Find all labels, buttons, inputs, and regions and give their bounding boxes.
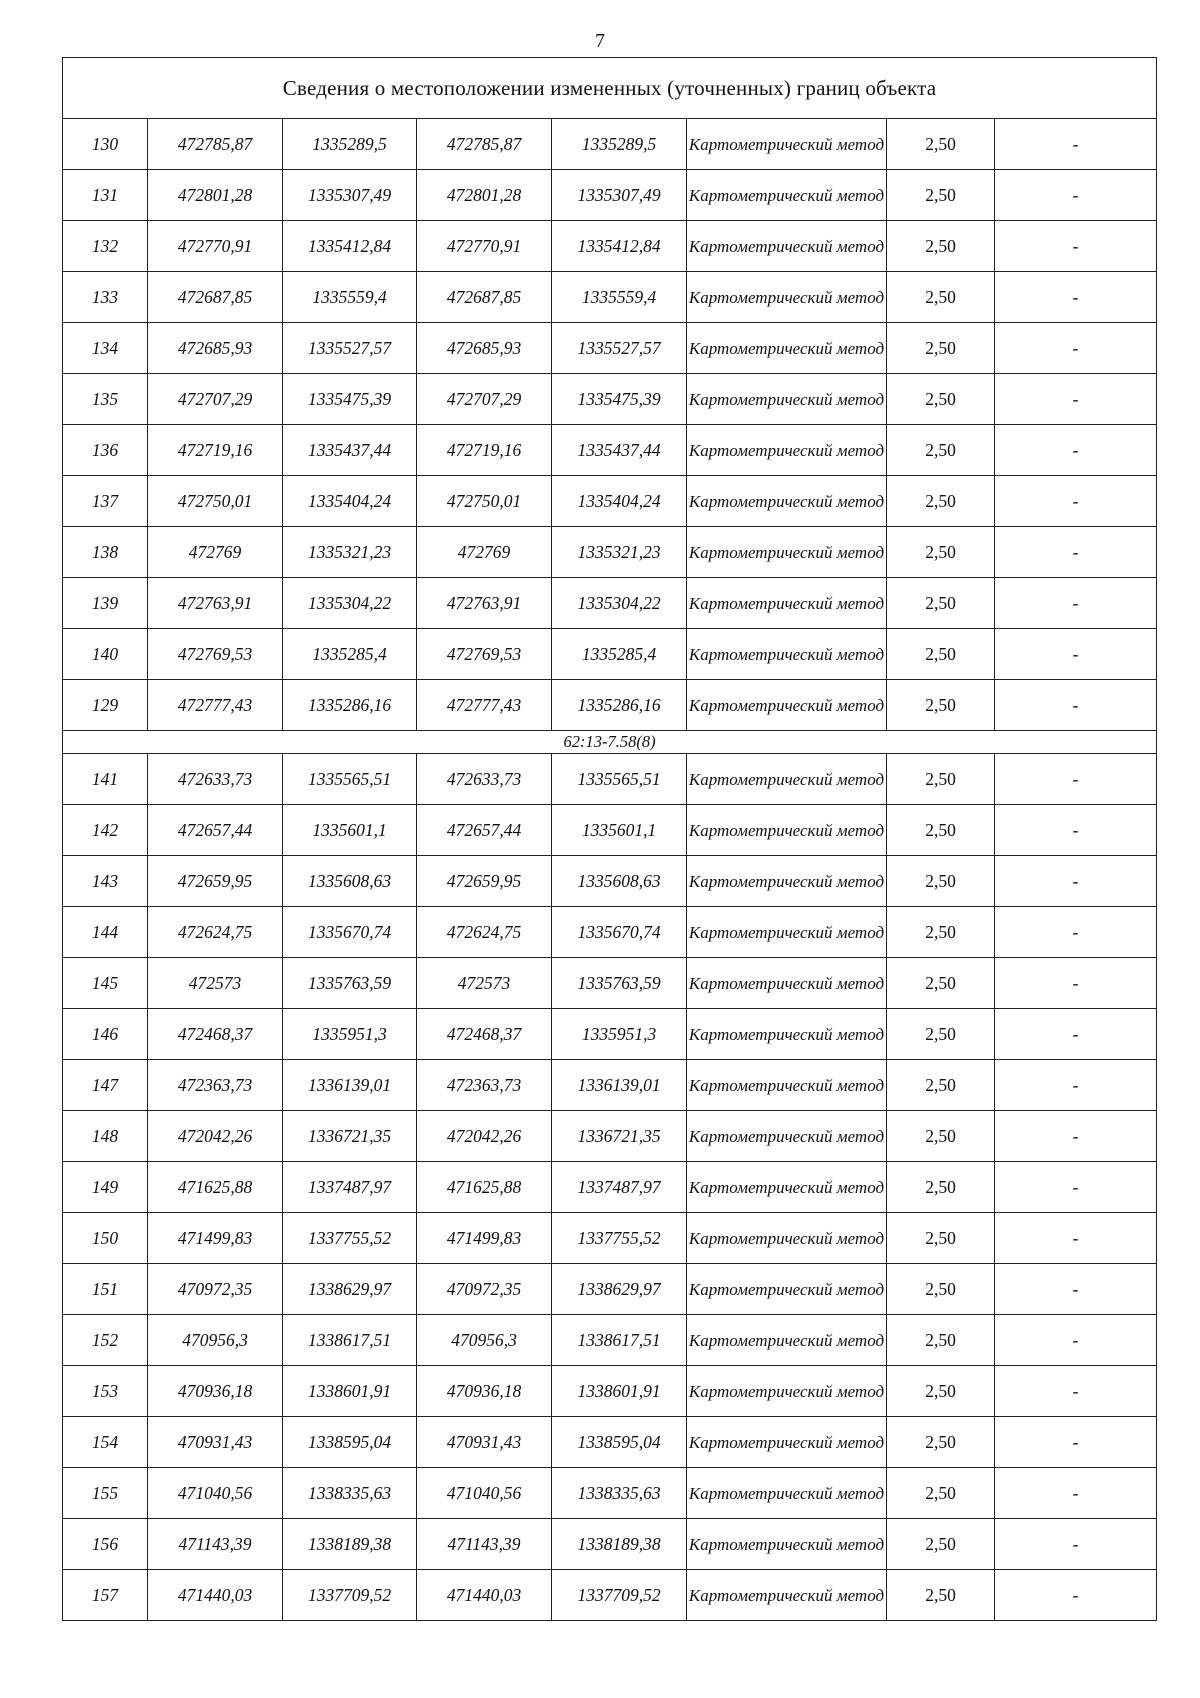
accuracy-cell: 2,50 [887, 1366, 995, 1417]
point-number-cell: 154 [63, 1417, 148, 1468]
method-cell: Картометрический метод [687, 629, 887, 680]
y-refined-cell: 1338189,38 [552, 1519, 687, 1570]
accuracy-cell: 2,50 [887, 170, 995, 221]
x-refined-cell: 472769 [417, 527, 552, 578]
table-row [63, 958, 1157, 1009]
y-refined-cell: 1335527,57 [552, 323, 687, 374]
x-existing-cell: 472042,26 [148, 1111, 283, 1162]
method-cell: Картометрический метод [687, 221, 887, 272]
note-cell: - [995, 425, 1157, 476]
point-number-cell: 148 [63, 1111, 148, 1162]
table-row [63, 425, 1157, 476]
table-row [63, 1060, 1157, 1111]
table-row [63, 374, 1157, 425]
y-existing-cell: 1335559,4 [283, 272, 417, 323]
point-number-cell: 146 [63, 1009, 148, 1060]
table-row [63, 323, 1157, 374]
method-cell: Картометрический метод [687, 323, 887, 374]
y-refined-cell: 1335289,5 [552, 119, 687, 170]
x-refined-cell: 472624,75 [417, 907, 552, 958]
y-refined-cell: 1336721,35 [552, 1111, 687, 1162]
x-existing-cell: 472633,73 [148, 754, 283, 805]
x-existing-cell: 472659,95 [148, 856, 283, 907]
y-existing-cell: 1335608,63 [283, 856, 417, 907]
x-refined-cell: 472719,16 [417, 425, 552, 476]
x-existing-cell: 471499,83 [148, 1213, 283, 1264]
x-refined-cell: 472042,26 [417, 1111, 552, 1162]
y-refined-cell: 1336139,01 [552, 1060, 687, 1111]
note-cell: - [995, 1060, 1157, 1111]
note-cell: - [995, 1213, 1157, 1264]
x-refined-cell: 471040,56 [417, 1468, 552, 1519]
y-refined-cell: 1338629,97 [552, 1264, 687, 1315]
point-number-cell: 136 [63, 425, 148, 476]
x-existing-cell: 470936,18 [148, 1366, 283, 1417]
point-number-cell: 130 [63, 119, 148, 170]
y-existing-cell: 1338595,04 [283, 1417, 417, 1468]
x-existing-cell: 470931,43 [148, 1417, 283, 1468]
note-cell: - [995, 1162, 1157, 1213]
x-refined-cell: 470931,43 [417, 1417, 552, 1468]
x-refined-cell: 471143,39 [417, 1519, 552, 1570]
note-cell: - [995, 680, 1157, 731]
y-refined-cell: 1335307,49 [552, 170, 687, 221]
y-existing-cell: 1336139,01 [283, 1060, 417, 1111]
y-refined-cell: 1335763,59 [552, 958, 687, 1009]
table-row [63, 119, 1157, 170]
point-number-cell: 142 [63, 805, 148, 856]
x-refined-cell: 472801,28 [417, 170, 552, 221]
note-cell: - [995, 578, 1157, 629]
note-cell: - [995, 907, 1157, 958]
point-number-cell: 151 [63, 1264, 148, 1315]
y-existing-cell: 1338601,91 [283, 1366, 417, 1417]
note-cell: - [995, 1519, 1157, 1570]
method-cell: Картометрический метод [687, 1315, 887, 1366]
table-row [63, 578, 1157, 629]
table-row [63, 1417, 1157, 1468]
note-cell: - [995, 119, 1157, 170]
x-existing-cell: 472363,73 [148, 1060, 283, 1111]
note-cell: - [995, 527, 1157, 578]
y-refined-cell: 1337755,52 [552, 1213, 687, 1264]
table-row [63, 272, 1157, 323]
method-cell: Картометрический метод [687, 527, 887, 578]
table-row [63, 1264, 1157, 1315]
point-number-cell: 134 [63, 323, 148, 374]
note-cell: - [995, 1570, 1157, 1621]
y-refined-cell: 1335608,63 [552, 856, 687, 907]
note-cell: - [995, 1366, 1157, 1417]
note-cell: - [995, 1009, 1157, 1060]
method-cell: Картометрический метод [687, 1060, 887, 1111]
accuracy-cell: 2,50 [887, 754, 995, 805]
note-cell: - [995, 323, 1157, 374]
method-cell: Картометрический метод [687, 1570, 887, 1621]
point-number-cell: 135 [63, 374, 148, 425]
y-refined-cell: 1335412,84 [552, 221, 687, 272]
x-refined-cell: 471499,83 [417, 1213, 552, 1264]
point-number-cell: 147 [63, 1060, 148, 1111]
note-cell: - [995, 374, 1157, 425]
y-existing-cell: 1335437,44 [283, 425, 417, 476]
x-refined-cell: 471625,88 [417, 1162, 552, 1213]
table-body [63, 58, 1157, 1621]
method-cell: Картометрический метод [687, 1111, 887, 1162]
y-existing-cell: 1335670,74 [283, 907, 417, 958]
accuracy-cell: 2,50 [887, 629, 995, 680]
y-existing-cell: 1337709,52 [283, 1570, 417, 1621]
accuracy-cell: 2,50 [887, 805, 995, 856]
accuracy-cell: 2,50 [887, 907, 995, 958]
point-number-cell: 150 [63, 1213, 148, 1264]
y-existing-cell: 1337755,52 [283, 1213, 417, 1264]
y-existing-cell: 1338189,38 [283, 1519, 417, 1570]
note-cell: - [995, 1468, 1157, 1519]
x-refined-cell: 472659,95 [417, 856, 552, 907]
method-cell: Картометрический метод [687, 170, 887, 221]
x-existing-cell: 472785,87 [148, 119, 283, 170]
y-refined-cell: 1335670,74 [552, 907, 687, 958]
x-refined-cell: 472687,85 [417, 272, 552, 323]
y-refined-cell: 1335601,1 [552, 805, 687, 856]
x-existing-cell: 471040,56 [148, 1468, 283, 1519]
note-cell: - [995, 805, 1157, 856]
x-refined-cell: 470956,3 [417, 1315, 552, 1366]
note-cell: - [995, 1315, 1157, 1366]
point-number-cell: 157 [63, 1570, 148, 1621]
point-number-cell: 131 [63, 170, 148, 221]
method-cell: Картометрический метод [687, 374, 887, 425]
accuracy-cell: 2,50 [887, 527, 995, 578]
y-existing-cell: 1337487,97 [283, 1162, 417, 1213]
y-existing-cell: 1335565,51 [283, 754, 417, 805]
x-existing-cell: 472801,28 [148, 170, 283, 221]
table-row [63, 1366, 1157, 1417]
accuracy-cell: 2,50 [887, 680, 995, 731]
note-cell: - [995, 272, 1157, 323]
x-existing-cell: 472685,93 [148, 323, 283, 374]
x-refined-cell: 472770,91 [417, 221, 552, 272]
point-number-cell: 139 [63, 578, 148, 629]
x-existing-cell: 470956,3 [148, 1315, 283, 1366]
x-refined-cell: 472468,37 [417, 1009, 552, 1060]
accuracy-cell: 2,50 [887, 958, 995, 1009]
note-cell: - [995, 170, 1157, 221]
table-row [63, 1315, 1157, 1366]
method-cell: Картометрический метод [687, 907, 887, 958]
accuracy-cell: 2,50 [887, 272, 995, 323]
method-cell: Картометрический метод [687, 958, 887, 1009]
y-existing-cell: 1335285,4 [283, 629, 417, 680]
table-row [63, 476, 1157, 527]
x-existing-cell: 471440,03 [148, 1570, 283, 1621]
point-number-cell: 143 [63, 856, 148, 907]
point-number-cell: 149 [63, 1162, 148, 1213]
table-title-row [63, 58, 1157, 119]
method-cell: Картометрический метод [687, 856, 887, 907]
accuracy-cell: 2,50 [887, 119, 995, 170]
table-row [63, 1213, 1157, 1264]
y-refined-cell: 1337487,97 [552, 1162, 687, 1213]
x-existing-cell: 472687,85 [148, 272, 283, 323]
point-number-cell: 153 [63, 1366, 148, 1417]
x-existing-cell: 472657,44 [148, 805, 283, 856]
point-number-cell: 138 [63, 527, 148, 578]
point-number-cell: 152 [63, 1315, 148, 1366]
y-existing-cell: 1335475,39 [283, 374, 417, 425]
point-number-cell: 140 [63, 629, 148, 680]
x-existing-cell: 472719,16 [148, 425, 283, 476]
note-cell: - [995, 856, 1157, 907]
y-refined-cell: 1335404,24 [552, 476, 687, 527]
method-cell: Картометрический метод [687, 425, 887, 476]
point-number-cell: 145 [63, 958, 148, 1009]
table-row [63, 1519, 1157, 1570]
accuracy-cell: 2,50 [887, 1009, 995, 1060]
y-existing-cell: 1338617,51 [283, 1315, 417, 1366]
y-existing-cell: 1338335,63 [283, 1468, 417, 1519]
y-existing-cell: 1335321,23 [283, 527, 417, 578]
table-row [63, 1009, 1157, 1060]
x-existing-cell: 471625,88 [148, 1162, 283, 1213]
y-existing-cell: 1335307,49 [283, 170, 417, 221]
y-refined-cell: 1337709,52 [552, 1570, 687, 1621]
accuracy-cell: 2,50 [887, 476, 995, 527]
x-refined-cell: 472750,01 [417, 476, 552, 527]
x-refined-cell: 472777,43 [417, 680, 552, 731]
y-existing-cell: 1335951,3 [283, 1009, 417, 1060]
point-number-cell: 129 [63, 680, 148, 731]
table-row [63, 680, 1157, 731]
note-cell: - [995, 1417, 1157, 1468]
y-existing-cell: 1335289,5 [283, 119, 417, 170]
table-row [63, 1111, 1157, 1162]
y-refined-cell: 1335286,16 [552, 680, 687, 731]
method-cell: Картометрический метод [687, 1468, 887, 1519]
method-cell: Картометрический метод [687, 1009, 887, 1060]
point-number-cell: 141 [63, 754, 148, 805]
table-row [63, 221, 1157, 272]
accuracy-cell: 2,50 [887, 221, 995, 272]
accuracy-cell: 2,50 [887, 1111, 995, 1162]
note-cell: - [995, 476, 1157, 527]
page-number: 7 [595, 30, 605, 52]
note-cell: - [995, 1111, 1157, 1162]
accuracy-cell: 2,50 [887, 1162, 995, 1213]
y-refined-cell: 1335559,4 [552, 272, 687, 323]
y-existing-cell: 1335763,59 [283, 958, 417, 1009]
x-refined-cell: 472707,29 [417, 374, 552, 425]
y-refined-cell: 1335304,22 [552, 578, 687, 629]
y-refined-cell: 1335321,23 [552, 527, 687, 578]
method-cell: Картометрический метод [687, 272, 887, 323]
accuracy-cell: 2,50 [887, 425, 995, 476]
accuracy-cell: 2,50 [887, 374, 995, 425]
section-header-row [63, 731, 1157, 754]
y-refined-cell: 1338595,04 [552, 1417, 687, 1468]
x-refined-cell: 470936,18 [417, 1366, 552, 1417]
section-label: 62:13-7.58(8) [63, 731, 1157, 754]
accuracy-cell: 2,50 [887, 1519, 995, 1570]
method-cell: Картометрический метод [687, 578, 887, 629]
method-cell: Картометрический метод [687, 805, 887, 856]
table-row [63, 754, 1157, 805]
point-number-cell: 156 [63, 1519, 148, 1570]
accuracy-cell: 2,50 [887, 1213, 995, 1264]
table-row [63, 629, 1157, 680]
note-cell: - [995, 629, 1157, 680]
x-existing-cell: 472769,53 [148, 629, 283, 680]
table-row [63, 1162, 1157, 1213]
x-refined-cell: 472573 [417, 958, 552, 1009]
x-refined-cell: 471440,03 [417, 1570, 552, 1621]
x-existing-cell: 472763,91 [148, 578, 283, 629]
table-row [63, 907, 1157, 958]
accuracy-cell: 2,50 [887, 578, 995, 629]
table-row [63, 805, 1157, 856]
x-existing-cell: 472750,01 [148, 476, 283, 527]
x-refined-cell: 472785,87 [417, 119, 552, 170]
y-refined-cell: 1335285,4 [552, 629, 687, 680]
accuracy-cell: 2,50 [887, 1315, 995, 1366]
y-existing-cell: 1338629,97 [283, 1264, 417, 1315]
y-refined-cell: 1338617,51 [552, 1315, 687, 1366]
y-existing-cell: 1335601,1 [283, 805, 417, 856]
accuracy-cell: 2,50 [887, 1060, 995, 1111]
method-cell: Картометрический метод [687, 119, 887, 170]
method-cell: Картометрический метод [687, 680, 887, 731]
x-existing-cell: 472707,29 [148, 374, 283, 425]
table-row [63, 1468, 1157, 1519]
accuracy-cell: 2,50 [887, 856, 995, 907]
x-existing-cell: 472777,43 [148, 680, 283, 731]
method-cell: Картометрический метод [687, 1519, 887, 1570]
point-number-cell: 132 [63, 221, 148, 272]
accuracy-cell: 2,50 [887, 1264, 995, 1315]
x-existing-cell: 472769 [148, 527, 283, 578]
point-number-cell: 137 [63, 476, 148, 527]
method-cell: Картометрический метод [687, 1417, 887, 1468]
y-existing-cell: 1335404,24 [283, 476, 417, 527]
table-row [63, 856, 1157, 907]
x-existing-cell: 471143,39 [148, 1519, 283, 1570]
y-existing-cell: 1336721,35 [283, 1111, 417, 1162]
y-existing-cell: 1335304,22 [283, 578, 417, 629]
x-refined-cell: 472657,44 [417, 805, 552, 856]
point-number-cell: 144 [63, 907, 148, 958]
table-title: Сведения о местоположении измененных (уточненных) границ объекта [63, 58, 1157, 119]
boundary-coordinates-table [62, 57, 1157, 1621]
x-existing-cell: 472468,37 [148, 1009, 283, 1060]
point-number-cell: 155 [63, 1468, 148, 1519]
y-refined-cell: 1335437,44 [552, 425, 687, 476]
accuracy-cell: 2,50 [887, 1570, 995, 1621]
method-cell: Картометрический метод [687, 1366, 887, 1417]
x-existing-cell: 472770,91 [148, 221, 283, 272]
note-cell: - [995, 1264, 1157, 1315]
y-refined-cell: 1335565,51 [552, 754, 687, 805]
y-refined-cell: 1335475,39 [552, 374, 687, 425]
table-row [63, 527, 1157, 578]
y-refined-cell: 1338601,91 [552, 1366, 687, 1417]
method-cell: Картометрический метод [687, 1162, 887, 1213]
x-refined-cell: 472769,53 [417, 629, 552, 680]
y-existing-cell: 1335412,84 [283, 221, 417, 272]
y-refined-cell: 1338335,63 [552, 1468, 687, 1519]
x-refined-cell: 472763,91 [417, 578, 552, 629]
y-existing-cell: 1335527,57 [283, 323, 417, 374]
y-existing-cell: 1335286,16 [283, 680, 417, 731]
y-refined-cell: 1335951,3 [552, 1009, 687, 1060]
x-existing-cell: 472624,75 [148, 907, 283, 958]
accuracy-cell: 2,50 [887, 323, 995, 374]
accuracy-cell: 2,50 [887, 1417, 995, 1468]
method-cell: Картометрический метод [687, 476, 887, 527]
table-row [63, 170, 1157, 221]
x-refined-cell: 472363,73 [417, 1060, 552, 1111]
note-cell: - [995, 958, 1157, 1009]
x-refined-cell: 472685,93 [417, 323, 552, 374]
note-cell: - [995, 754, 1157, 805]
x-existing-cell: 470972,35 [148, 1264, 283, 1315]
point-number-cell: 133 [63, 272, 148, 323]
x-refined-cell: 470972,35 [417, 1264, 552, 1315]
method-cell: Картометрический метод [687, 754, 887, 805]
table-row [63, 1570, 1157, 1621]
accuracy-cell: 2,50 [887, 1468, 995, 1519]
x-refined-cell: 472633,73 [417, 754, 552, 805]
method-cell: Картометрический метод [687, 1264, 887, 1315]
note-cell: - [995, 221, 1157, 272]
x-existing-cell: 472573 [148, 958, 283, 1009]
method-cell: Картометрический метод [687, 1213, 887, 1264]
